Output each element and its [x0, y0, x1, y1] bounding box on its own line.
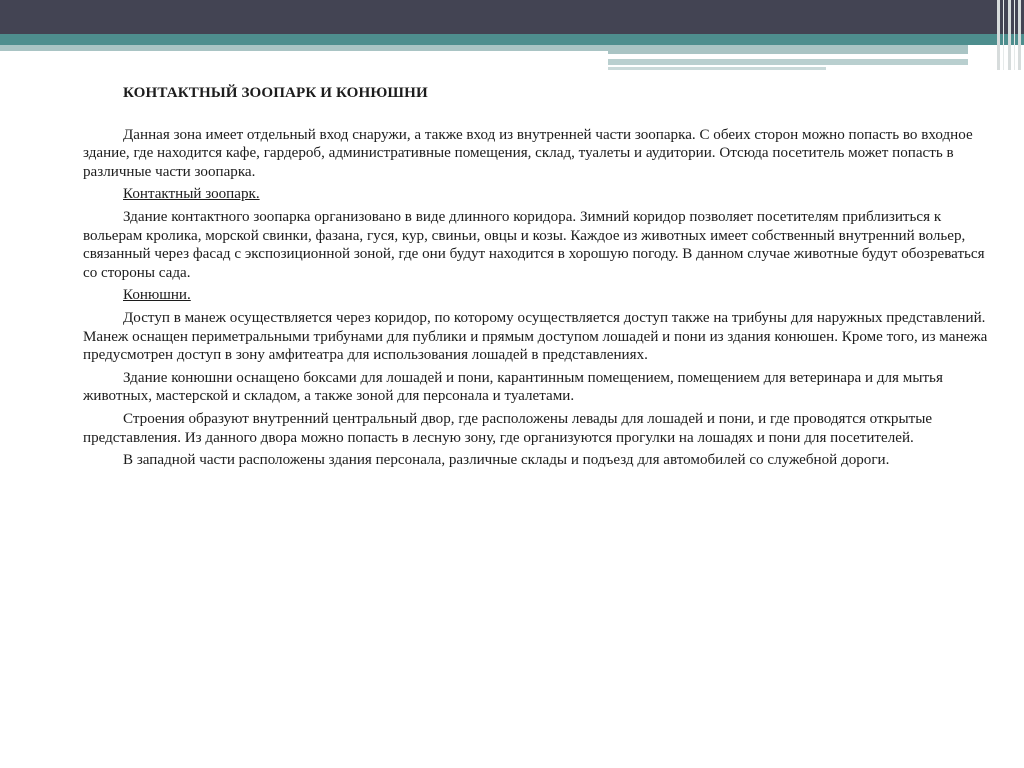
header-vertical-stripe [1018, 0, 1021, 70]
page-title: КОНТАКТНЫЙ ЗООПАРК И КОНЮШНИ [123, 85, 428, 101]
petting-zoo-paragraph: Здание контактного зоопарка организовано в виде длинного коридора. Зимний коридор позволяет посетителям приблизиться к вольерам кролика, морской свинки, фазана, гуся, кур, свиньи, овцы и козы. Каждое из животных имеет собственный внутренний вольер, связанный через фасад с экспозиционной зоной, где они будут находится в хорошую погоду. В данном случае животные будут обозреваться со стороны сада. [83, 208, 985, 281]
header-vertical-stripe [1003, 0, 1004, 70]
stables-paragraph-courtyard: Строения образуют внутренний центральный двор, где расположены левады для лошадей и пони, и где проводятся открытые представления. Из данного двора можно попасть в лесную зону, где организуются прогулки на лошадях и пони для посетителей. [83, 410, 933, 446]
stables-paragraph-arena: Доступ в манеж осуществляется через коридор, по которому осуществляется доступ также на трибуны для наружных представлений. Манеж оснащен периметральными трибунами для публики и прямым доступом лошадей и пони из здания конюшен. Кроме того, из манежа предусмотрен доступ в зону амфитеатра для использования лошадей в представлениях. [83, 309, 988, 364]
header-divider-line [608, 56, 948, 58]
header-light-band-short [608, 67, 826, 70]
intro-paragraph: Данная зона имеет отдельный вход снаружи, а также вход из внутренней части зоопарка. С обеих сторон можно попасть во входное здание, где находится кафе, гардероб, административные помещения, склад, туалеты и аудитории. Отсюда посетитель может попасть в различные части зоопарка. [83, 126, 973, 180]
section-title-stables: Конюшни. [123, 287, 191, 304]
stables-paragraph-building: Здание конюшни оснащено боксами для лошадей и пони, карантинным помещением, помещением для ветеринара и для мытья животных, мастерской и складом, а также зоной для персонала и туалетами. [83, 369, 943, 405]
header-light-band-lower [608, 59, 968, 65]
header-vertical-stripe [1008, 0, 1011, 70]
stables-paragraph-west: В западной части расположены здания персонала, различные склады и подъезд для автомобилей со служебной дороги. [123, 452, 890, 469]
header-vertical-stripe [1014, 0, 1015, 70]
document-body [83, 84, 993, 474]
header-dark-band [0, 0, 1024, 34]
header-light-band-left [0, 45, 608, 51]
header-light-band-right [608, 45, 968, 54]
section-title-petting-zoo: Контактный зоопарк. [123, 186, 260, 203]
header-vertical-stripe [997, 0, 1000, 70]
header-teal-band [0, 34, 1024, 45]
